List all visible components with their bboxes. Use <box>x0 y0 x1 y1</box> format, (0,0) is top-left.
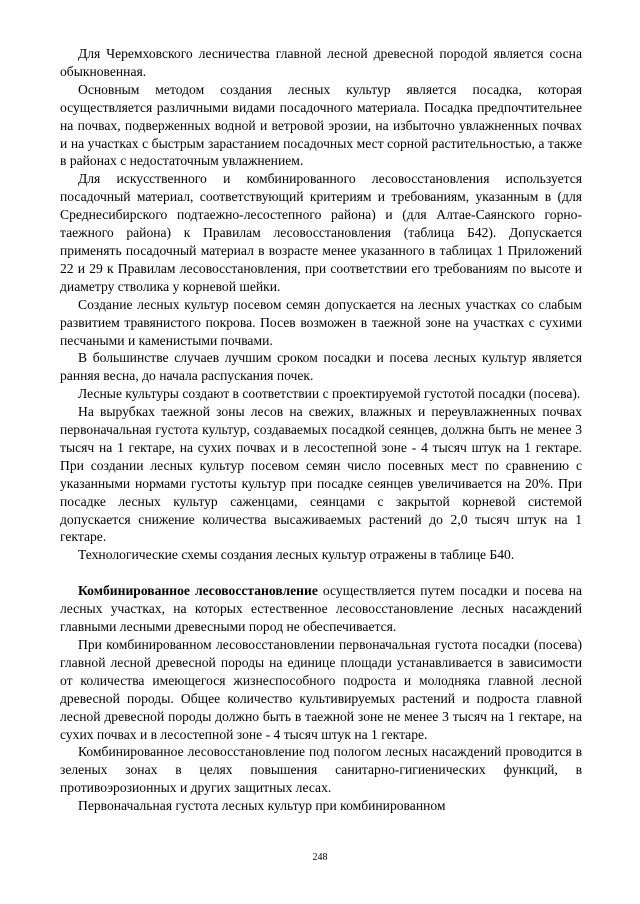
paragraph: Технологические схемы создания лесных культур отражены в таблице Б40. <box>78 547 515 563</box>
paragraph: Комбинированное лесовосстановление под пологом лесных насаждений проводится в зеленых зонах в целях повышения санитарно-гигиенических функций, в противоэрозионных и других защитных лесах. <box>60 744 582 796</box>
paragraph: Основным методом создания лесных культур является посадка, которая осуществляется различными видами посадочного материала. Посадка предпочтительнее на почвах, подверженных водной и ветровой эрозии, на избыточно увлажненных почвах и на участках с быстрым зарастанием посадочных мест сорной растительностью, а также в районах с недостаточным увлажнением. <box>60 81 582 169</box>
paragraph: В большинстве случаев лучшим сроком посадки и посева лесных культур является ранняя весна, до начала распускания почек. <box>60 350 582 384</box>
paragraph: Для Черемховского лесничества главной лесной древесной породой является сосна обыкновенная. <box>60 46 582 79</box>
paragraph: При комбинированном лесовосстановлении первоначальная густота посадки (посева) главной лесной древесной породы на единице площади устанавливается в зависимости от количества имеющегося жизнеспособного подроста и молодняка главной лесной древесной породы. Общее количество культивируемых растений и подроста главной лесной древесной породы должно быть в таежной зоне не менее 3 тысяч на 1 гектаре, на сухих почвах и в лесостепной зоне - 4 тысяч штук на 1 гектаре. <box>60 637 582 742</box>
paragraph: Для искусственного и комбинированного лесовосстановления используется посадочный материал, соответствующий критериям и требованиям, указанным в (для Среднесибирского подтаежно-лесостепного района) и (для Алтае-Саянского горно-таежного района) к Правилам лесовосстановления (таблица Б42). Допускается применять посадочный материал в возрасте менее указанного в таблицах 1 Приложений 22 и 29 к Правилам лесовосстановления, при соответствии его требованиям по высоте и диаметру стволика у корневой шейки. <box>60 171 582 294</box>
section-lead-paragraph <box>60 582 582 636</box>
paragraph: На вырубках таежной зоны лесов на свежих, влажных и переувлажненных почвах первоначальная густота культур, создаваемых посадкой сеянцев, должна быть не менее 3 тысяч на 1 гектаре, на сухих почвах и в лесостепной зоне - 4 тысяч штук на 1 гектаре. При создании лесных культур посевом семян число посевных мест по сравнению с указанными нормами густоты культур при посадке сеянцев увеличивается на 20%. При посадке лесных культур саженцами, сеянцами с закрытой корневой системой допускается снижение количества высаживаемых растений до 2,0 тысяч штук на 1 гектаре. <box>60 404 582 545</box>
paragraph: Лесные культуры создают в соответствии с проектируемой густотой посадки (посева). <box>78 386 581 402</box>
lead-text: осуществляется путем посадки и посева на лесных участках, на которых естественное лесовосстановление лесных насаждений главными лесными древесными пород не обеспечивается. <box>60 583 583 635</box>
page-number: 248 <box>312 852 328 863</box>
paragraph: Создание лесных культур посевом семян допускается на лесных участках со слабым развитием травянистого покрова. Посев возможен в таежной зоне на участках с сухими песчаными и каменистыми почвами. <box>60 296 582 348</box>
section-gap <box>60 564 582 582</box>
paragraph: Первоначальная густота лесных культур при комбинированном <box>78 798 446 814</box>
bold-term: Комбинированное лесовосстановление <box>78 583 318 599</box>
